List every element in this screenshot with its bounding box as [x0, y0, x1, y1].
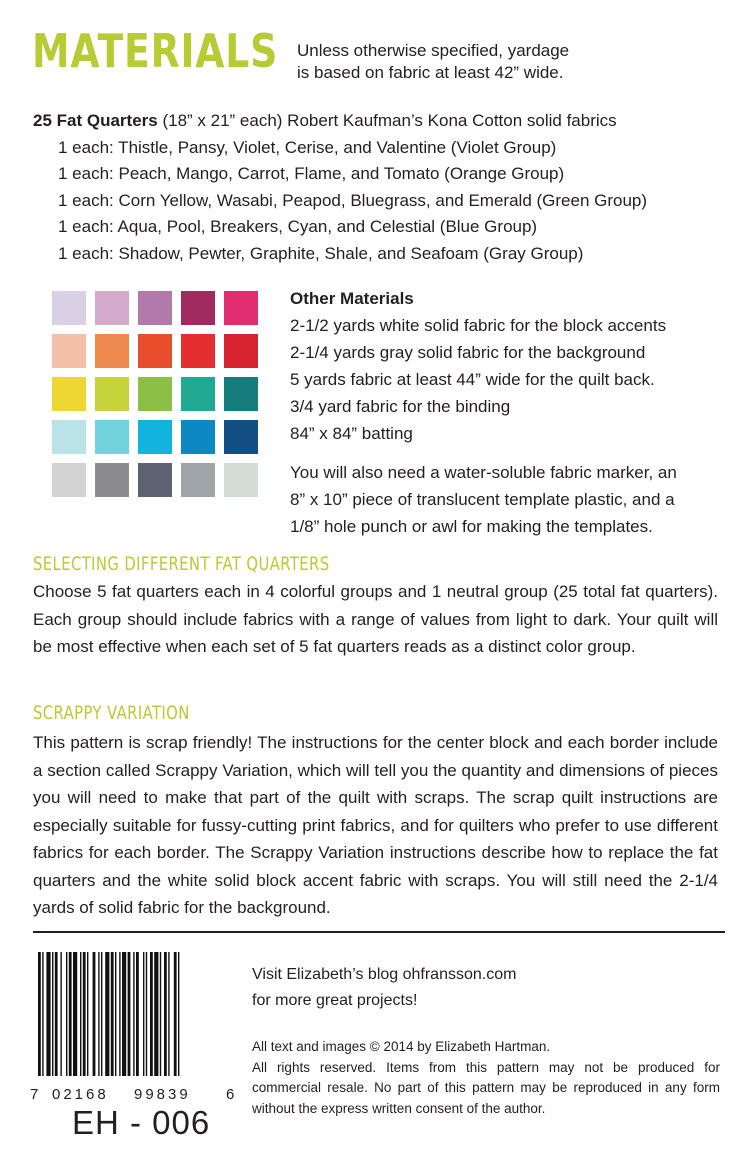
- fat-quarters-desc: (18” x 21” each) Robert Kaufman’s Kona Cotton solid fabrics: [157, 111, 617, 130]
- other-materials-heading: Other Materials: [290, 289, 414, 308]
- fabric-swatch: [138, 463, 172, 497]
- fabric-swatch: [224, 377, 258, 411]
- other-material-item: 2-1/2 yards white solid fabric for the block accents: [290, 316, 667, 335]
- product-code: EH - 006: [72, 1104, 211, 1141]
- blog-promo-line1: Visit Elizabeth’s blog ohfransson.com: [252, 966, 517, 983]
- copyright-line: All text and images © 2014 by Elizabeth Hartman.: [252, 1039, 551, 1054]
- other-materials: [290, 285, 730, 540]
- other-material-item: 5 yards fabric at least 44” wide for the quilt back.: [290, 370, 655, 389]
- other-material-item: 84” x 84” batting: [290, 424, 413, 443]
- fabric-swatch: [138, 420, 172, 454]
- fabric-swatch: [52, 420, 86, 454]
- fat-quarters-heading: [33, 108, 723, 135]
- fabric-group-orange: 1 each: Peach, Mango, Carrot, Flame, and Tomato (Orange Group): [58, 164, 565, 183]
- supplies-note-line: 8” x 10” piece of translucent template plastic, and a: [290, 490, 675, 509]
- fabric-swatch: [95, 463, 129, 497]
- fabric-swatch-grid: [52, 291, 262, 501]
- fabric-swatch: [224, 334, 258, 368]
- page-title: MATERIALS: [32, 24, 279, 78]
- fabric-swatch: [95, 291, 129, 325]
- barcode-digit-left: 7: [30, 1086, 39, 1103]
- yardage-note-line2: is based on fabric at least 42” wide.: [297, 63, 564, 82]
- fabric-swatch: [181, 291, 215, 325]
- selecting-paragraph: Choose 5 fat quarters each in 4 colorful groups and 1 neutral group (25 total fat quarters). Each group should include fabrics with a range of values from light to dark. Your quilt will be most effective when each set of 5 fat quarters reads as a distinct color group.: [33, 582, 718, 656]
- barcode-digit-right: 6: [226, 1086, 235, 1103]
- selecting-heading: SELECTING DIFFERENT FAT QUARTERS: [33, 553, 330, 575]
- fabric-swatch: [224, 420, 258, 454]
- fat-quarters-bold: 25 Fat Quarters: [33, 111, 158, 130]
- barcode-digits-group2: 99839: [134, 1086, 191, 1103]
- scrappy-heading: SCRAPPY VARIATION: [33, 702, 190, 724]
- fabric-swatch: [52, 463, 86, 497]
- fabric-group-gray: 1 each: Shadow, Pewter, Graphite, Shale, and Seafoam (Gray Group): [58, 243, 584, 263]
- fabric-swatch: [224, 463, 258, 497]
- fabric-swatch: [95, 334, 129, 368]
- fabric-swatch: [181, 420, 215, 454]
- fabric-swatch: [181, 463, 215, 497]
- fabric-group-green: 1 each: Corn Yellow, Wasabi, Peapod, Bluegrass, and Emerald (Green Group): [58, 190, 648, 210]
- fabric-swatch: [52, 291, 86, 325]
- fat-quarters-list: [33, 108, 723, 267]
- fabric-swatch: [138, 377, 172, 411]
- fabric-swatch: [138, 334, 172, 368]
- fabric-group-violet: 1 each: Thistle, Pansy, Violet, Cerise, and Valentine (Violet Group): [58, 137, 557, 157]
- barcode-digits-group1: 02168: [52, 1086, 109, 1103]
- fabric-swatch: [138, 291, 172, 325]
- blog-promo-line2: for more great projects!: [252, 992, 418, 1009]
- other-material-item: 2-1/4 yards gray solid fabric for the background: [290, 343, 646, 362]
- barcode-image: [38, 952, 216, 1076]
- copyright-notice: [252, 1037, 720, 1119]
- fabric-group-blue: 1 each: Aqua, Pool, Breakers, Cyan, and Celestial (Blue Group): [58, 217, 538, 236]
- fabric-swatch: [95, 420, 129, 454]
- fabric-swatch: [181, 377, 215, 411]
- yardage-note-line1: Unless otherwise specified, yardage: [297, 41, 570, 60]
- blog-promo: [252, 962, 692, 1014]
- fabric-swatch: [181, 334, 215, 368]
- fabric-swatch: [52, 334, 86, 368]
- yardage-note: [297, 40, 717, 84]
- rights-statement: All rights reserved. Items from this pattern may not be produced for commercial resale. No part of this pattern may be reproduced in any form without the express written consent of the author.: [252, 1059, 720, 1116]
- fabric-swatch: [95, 377, 129, 411]
- fabric-swatch: [224, 291, 258, 325]
- supplies-note-line: 1/8” hole punch or awl for making the templates.: [290, 517, 653, 536]
- fabric-swatch: [52, 377, 86, 411]
- other-material-item: 3/4 yard fabric for the binding: [290, 397, 511, 416]
- supplies-note: [290, 459, 730, 540]
- supplies-note-line: You will also need a water-soluble fabric marker, an: [290, 463, 677, 482]
- divider-rule: [33, 931, 725, 933]
- scrappy-paragraph: This pattern is scrap friendly! The instructions for the center block and each border include a section called Scrappy Variation, which will tell you the quantity and dimensions of pieces you will need to make that part of the quilt with scraps. The scrap quilt instructions are especially suitable for fussy-cutting print fabrics, and for quilters who prefer to use different fabrics for each border. The Scrappy Variation instructions describe how to replace the fat quarters and the white solid block accent fabric with scraps. You will still need the 2-1/4 yards of solid fabric for the background.: [33, 733, 718, 917]
